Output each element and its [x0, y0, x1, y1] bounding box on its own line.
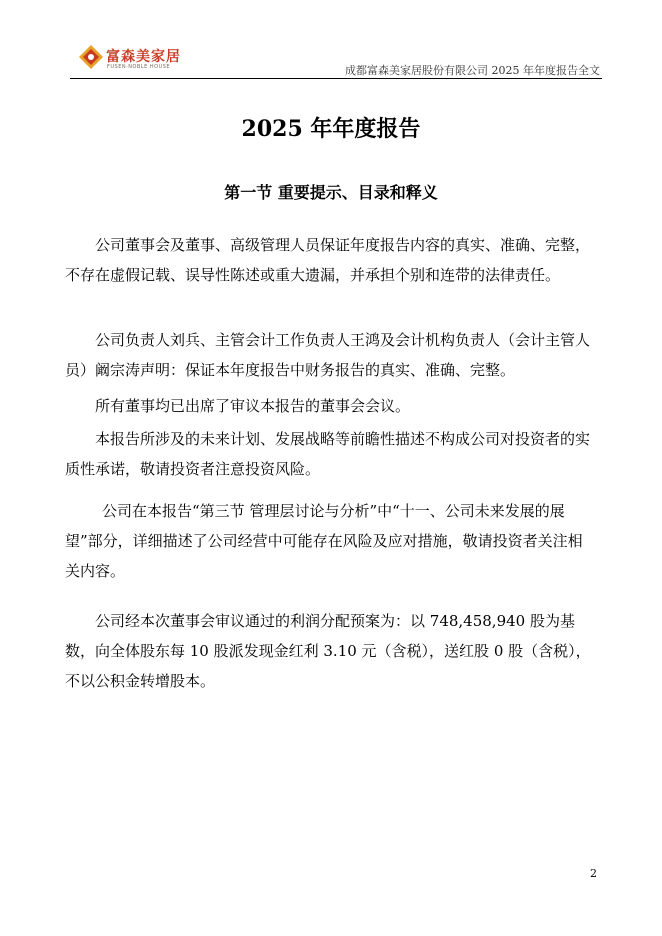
logo-subtitle: FUSEN·NOBLE HOUSE [107, 64, 171, 70]
paragraph-risk-notice: 公司在本报告“第三节 管理层讨论与分析”中“十一、公司未来发展的展望”部分，详细描述了公司经营中可能存在风险及应对措施，敬请投资者关注相关内容。 [65, 502, 583, 580]
page-number: 2 [590, 867, 597, 880]
paragraph-board-guarantee: 公司董事会及董事、高级管理人员保证年度报告内容的真实、准确、完整，不存在虚假记载、误导性陈述或重大遗漏，并承担个别和连带的法律责任。 [65, 236, 591, 284]
paragraph-directors-attendance: 所有董事均已出席了审议本报告的董事会会议。 [95, 397, 411, 415]
page-header [70, 40, 602, 80]
header-divider [70, 78, 602, 79]
logo-name: 富森美家居 [106, 49, 181, 65]
paragraph-forward-looking: 本报告所涉及的未来计划、发展战略等前瞻性描述不构成公司对投资者的实质性承诺，敬请投资者注意投资风险。 [65, 430, 591, 478]
paragraph-profit-distribution: 公司经本次董事会审议通过的利润分配预案为：以 748,458,940 股为基数，向全体股东每 10 股派发现金红利 3.10 元（含税），送红股 0 股（含税），不以公积金转增股本。 [65, 612, 591, 690]
company-logo [78, 44, 208, 74]
section-title: 第一节 重要提示、目录和释义 [224, 183, 438, 202]
diamond-logo-icon [78, 44, 104, 70]
report-title: 2025 年年度报告 [241, 116, 421, 142]
header-title: 成都富森美家居股份有限公司 2025 年年度报告全文 [345, 64, 600, 77]
paragraph-responsible-persons: 公司负责人刘兵、主管会计工作负责人王鸿及会计机构负责人（会计主管人员）阚宗涛声明：保证本年度报告中财务报告的真实、准确、完整。 [65, 331, 591, 379]
